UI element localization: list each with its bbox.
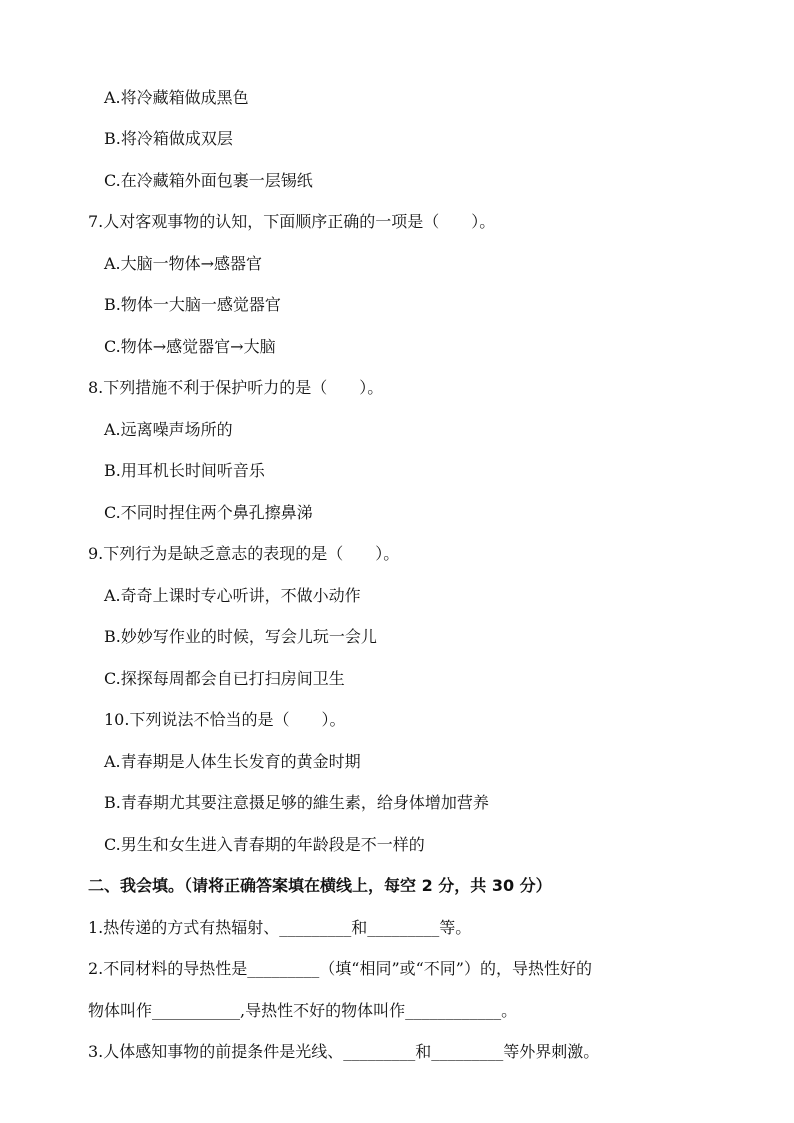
q9-stem: 9.下列行为是缺乏意志的表现的是（ ）。 bbox=[88, 544, 400, 563]
q10-stem: 10.下列说法不恰当的是（ ）。 bbox=[104, 710, 346, 729]
q9-option-b: B.妙妙写作业的时候，写会儿玩一会儿 bbox=[104, 627, 377, 646]
section-2-heading: 二、我会填。（请将正确答案填在横线上，每空 2 分，共 30 分） bbox=[88, 876, 552, 895]
fill-question-2-line-1: 2.不同材料的导热性是_________（填“相同”或“不同”）的，导热性好的 bbox=[88, 959, 592, 978]
q8-option-c: C.不同时捏住两个鼻孔擦鼻涕 bbox=[104, 503, 313, 522]
q8-option-b: B.用耳机长时间听音乐 bbox=[104, 461, 265, 480]
q10-option-c: C.男生和女生进入青春期的年龄段是不一样的 bbox=[104, 835, 425, 854]
q8-stem: 8.下列措施不利于保护听力的是（ ）。 bbox=[88, 378, 384, 397]
q9-option-c: C.探探每周都会自已打扫房间卫生 bbox=[104, 669, 345, 688]
q10-option-b: B.青春期尤其要注意摄足够的維生素，给身体增加营养 bbox=[104, 793, 489, 812]
fill-question-1: 1.热传递的方式有热辐射、_________和_________等。 bbox=[88, 918, 472, 937]
q10-option-a: A.青春期是人体生长发育的黄金时期 bbox=[104, 752, 361, 771]
fill-question-3: 3.人体感知事物的前提条件是光线、_________和_________等外界刺激。 bbox=[88, 1042, 600, 1061]
q6-option-b: B.将冷箱做成双层 bbox=[104, 129, 233, 148]
q7-option-a: A.大脑一物体→感器官 bbox=[104, 254, 263, 273]
q6-option-c: C.在冷藏箱外面包裹一层锡纸 bbox=[104, 171, 313, 190]
q7-option-c: C.物体→感觉器官→大脑 bbox=[104, 337, 276, 356]
q9-option-a: A.奇奇上课时专心听讲，不做小动作 bbox=[104, 586, 361, 605]
q8-option-a: A.远离噪声场所的 bbox=[104, 420, 233, 439]
fill-question-2-line-2: 物体叫作___________,导热性不好的物体叫作____________。 bbox=[88, 1001, 518, 1020]
q7-option-b: B.物体一大脑一感觉器官 bbox=[104, 295, 281, 314]
q7-stem: 7.人对客观事物的认知，下面顺序正确的一项是（ ）。 bbox=[88, 212, 496, 231]
q6-option-a: A.将冷藏箱做成黑色 bbox=[104, 88, 249, 107]
